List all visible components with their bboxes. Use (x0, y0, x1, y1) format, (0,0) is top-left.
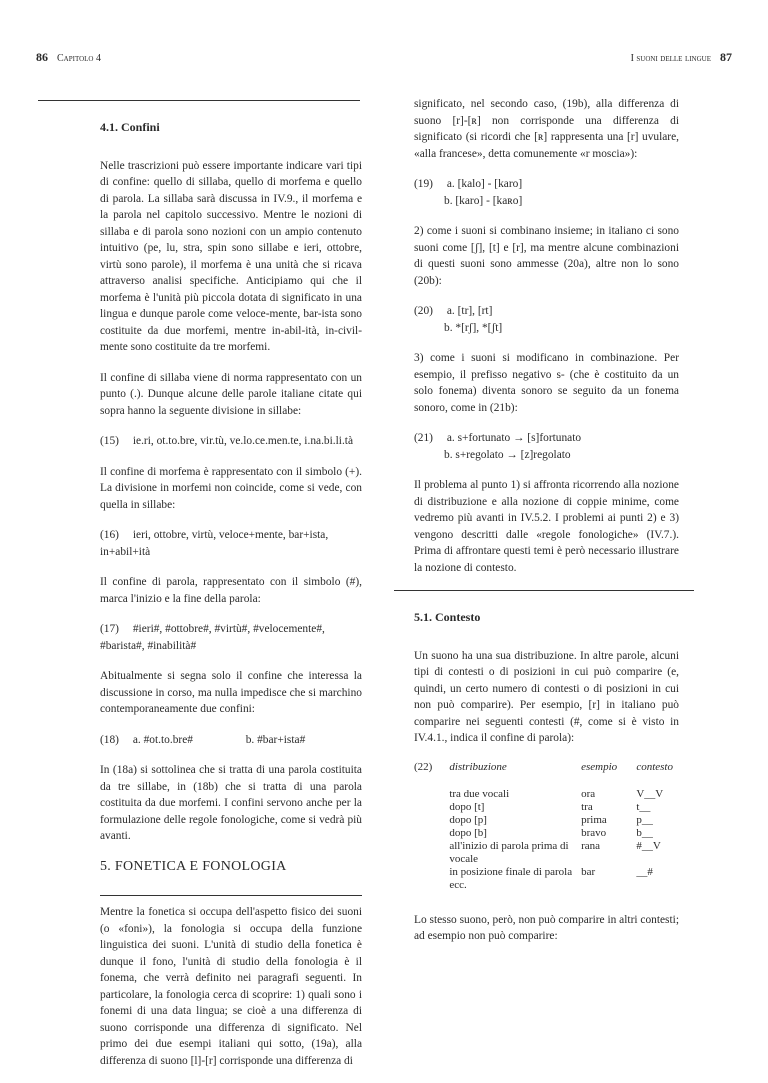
paragraph: In (18a) si sottolinea che si tratta di una parola costituita da tre sillabe, in (18b) che si tratta di una parola costituita da due morfemi. I confini servono anche per la formulazione delle regole fonologiche, come si vedrà più avanti. (100, 764, 362, 842)
table-row (414, 788, 679, 801)
left-page-number: 86 (36, 50, 48, 64)
left-header (36, 50, 101, 65)
example-number: (22) (414, 760, 433, 773)
table-cell: prima (581, 813, 607, 826)
table-cell: #__V (636, 839, 661, 852)
paragraph: Lo stesso suono, però, non può comparire in altri contesti; ad esempio non può comparire: (414, 913, 679, 942)
table-cell: bravo (581, 826, 607, 839)
example-18 (100, 732, 362, 749)
example-number: (19) (414, 178, 433, 190)
table-cell: dopo [b] (449, 826, 487, 839)
example-b: b. *[rʃ], *[ʃt] (444, 321, 503, 334)
table-cell: dopo [t] (449, 800, 485, 813)
section-title: 5.1. Contesto (414, 610, 481, 624)
table-row (414, 814, 679, 827)
table-row (414, 866, 679, 879)
example-20 (414, 303, 679, 336)
example-number: (20) (414, 305, 433, 317)
example-16 (100, 527, 362, 560)
example-a: a. [tr], [rt] (446, 305, 493, 317)
paragraph: Nelle trascrizioni può essere importante indicare vari tipi di confine: quello di sillaba, quello di morfema e quello di parola. La sillaba sarà discussa in IV.9., il morfema e la parola nel capitolo successivo. Mentre le nozioni di sillaba e di parola sono nozioni con un ampio contenuto intuitivo (pe, lu, stra, spin sono sillabe e ieri, ottobre, virtù sono parole), il morfema è una unità che si ricava attraverso analisi specifiche. Anticipiamo qui che il morfema è l'unità più piccola dotata di significato in una lingua e dunque parole come veloce-mente, bar-ista sono costituite da due morfemi, mentre in-abil-ità, in-civil-mente sono costituite da tre morfemi. (100, 159, 362, 353)
paragraph: 2) come i suoni si combinano insieme; in italiano ci sono suoni come [ʃ], [t] e [r], ma mentre alcune combinazioni di questi suoni sono ammesse (20a), altre non lo sono (20b): (414, 225, 679, 287)
example-number: (21) (414, 432, 433, 444)
right-running-title: I suoni delle lingue (630, 53, 711, 64)
example-number: (16) (100, 529, 119, 541)
distribution-table (414, 761, 679, 892)
example-19 (414, 176, 679, 209)
table-cell: p__ (636, 813, 653, 826)
chapter-rule (100, 895, 362, 896)
example-b: b. #bar+ista# (245, 733, 306, 746)
table-row (414, 879, 679, 892)
paragraph: Il confine di morfema è rappresentato con il simbolo (+). La divisione in morfemi non coincide, come si vede, con quella in sillabe: (100, 465, 362, 511)
table-cell: bar (581, 865, 596, 878)
table-cell: tra (581, 800, 593, 813)
example-21 (414, 430, 679, 463)
example-b: b. s+regolato → [z]regolato (444, 448, 571, 461)
table-header-row (414, 761, 679, 788)
section-title: 4.1. Confini (100, 120, 160, 134)
table-cell: t__ (636, 800, 651, 813)
table-cell: in posizione finale di parola (449, 865, 573, 878)
table-cell: dopo [p] (449, 813, 487, 826)
table-header: distribuzione (449, 760, 507, 773)
table-row (414, 840, 679, 866)
example-a: a. [kalo] - [karo] (446, 178, 523, 190)
table-cell: V__V (636, 787, 664, 800)
example-text: ieri, ottobre, virtù, veloce+mente, bar+ista, in+abil+ità (100, 529, 329, 558)
table-cell: __# (636, 865, 653, 878)
left-column (100, 100, 362, 1083)
paragraph: Il problema al punto 1) si affronta ricorrendo alla nozione di distribuzione e alla nozione di coppie minime, come vedremo più avanti in IV.5.2. I problemi ai punti 2) e 3) vengono descritti dalle «regole fonologiche» (IV.7.). Prima di affrontare questi temi è però necessario illustrare la nozione di contesto. (414, 479, 679, 574)
table-header: contesto (636, 760, 673, 773)
example-text: #ieri#, #ottobre#, #virtù#, #velocemente#, #barista#, #inabilità# (100, 623, 325, 652)
left-running-title: Capitolo 4 (57, 53, 101, 64)
section-rule (38, 100, 360, 101)
paragraph: Un suono ha una sua distribuzione. In altre parole, alcuni tipi di contesti o di posizioni in cui può comparire (e, quindi, un certo numero di contesti o di posizioni in cui non può comparire). Per esempio, [r] in italiano può comparire nei seguenti contesti (#, come si è visto in IV.4.1., indica il confine di parola): (414, 649, 679, 744)
table-header: esempio (581, 760, 618, 773)
example-b: b. [karo] - [kaʀo] (444, 194, 523, 207)
paragraph: Abitualmente si segna solo il confine che interessa la discussione in corso, ma nulla impedisce che si marchino contemporaneamente due confini: (100, 670, 362, 715)
table-cell: all'inizio di parola prima di vocale (449, 839, 569, 865)
example-number: (18) (100, 733, 119, 746)
table-cell (581, 879, 636, 892)
example-17 (100, 621, 362, 654)
paragraph: Mentre la fonetica si occupa dell'aspetto fisico dei suoni (o «foni»), la fonologia si occupa della funzione linguistica dei suoni. L'unità di studio della fonetica è dunque il fono, l'unità di studio della fonologia è il fonema, che verrà definito nei paragrafi seguenti. In particolare, la fonologia cerca di scoprire: 1) quali sono i fonemi di una data lingua; se cioè a una differenza di suono corrisponde una differenza di significato. Nel primo dei due esempi italiani qui sotto, (19a), alla differenza di suono [l]-[r] corrisponde una differenza di (100, 906, 362, 1067)
example-number: (15) (100, 435, 119, 447)
paragraph: Il confine di sillaba viene di norma rappresentato con un punto (.). Dunque alcune delle parole italiane citate qui sopra hanno la seguente divisione in sillabe: (100, 371, 362, 417)
right-header (631, 50, 732, 65)
paragraph: significato, nel secondo caso, (19b), alla differenza di suono [r]-[ʀ] non corrisponde una differenza di significato (si ricordi che [ʀ] rappresenta una [r] uvulare, «alla francese», detta comunemente «r moscia»): (414, 98, 679, 160)
example-15 (100, 433, 362, 450)
table-cell: ecc. (449, 878, 467, 891)
paragraph: 3) come i suoni si modificano in combinazione. Per esempio, il prefisso negativo s- (che è costituito da un solo fonema) diventa sonoro se seguito da un fonema sonoro, come in (21b): (414, 352, 679, 414)
example-text: ie.ri, ot.to.bre, vir.tù, ve.lo.ce.men.te, i.na.bi.li.tà (132, 435, 354, 447)
table-row (414, 801, 679, 814)
example-number: (17) (100, 623, 119, 635)
table-row (414, 827, 679, 840)
table-cell: tra due vocali (449, 787, 510, 800)
example-a: a. #ot.to.bre# (132, 733, 193, 746)
right-column (414, 96, 679, 959)
paragraph: Il confine di parola, rappresentato con il simbolo (#), marca l'inizio e la fine della parola: (100, 576, 362, 605)
table-cell: ora (581, 787, 596, 800)
table-cell: b__ (636, 826, 653, 839)
right-page-number: 87 (720, 50, 732, 64)
table-cell (636, 879, 679, 892)
section-rule (394, 590, 694, 591)
example-a: a. s+fortunato → [s]fortunato (446, 432, 582, 444)
table-cell: rana (581, 839, 601, 852)
chapter-title: 5. FONETICA E FONOLOGIA (100, 858, 287, 874)
